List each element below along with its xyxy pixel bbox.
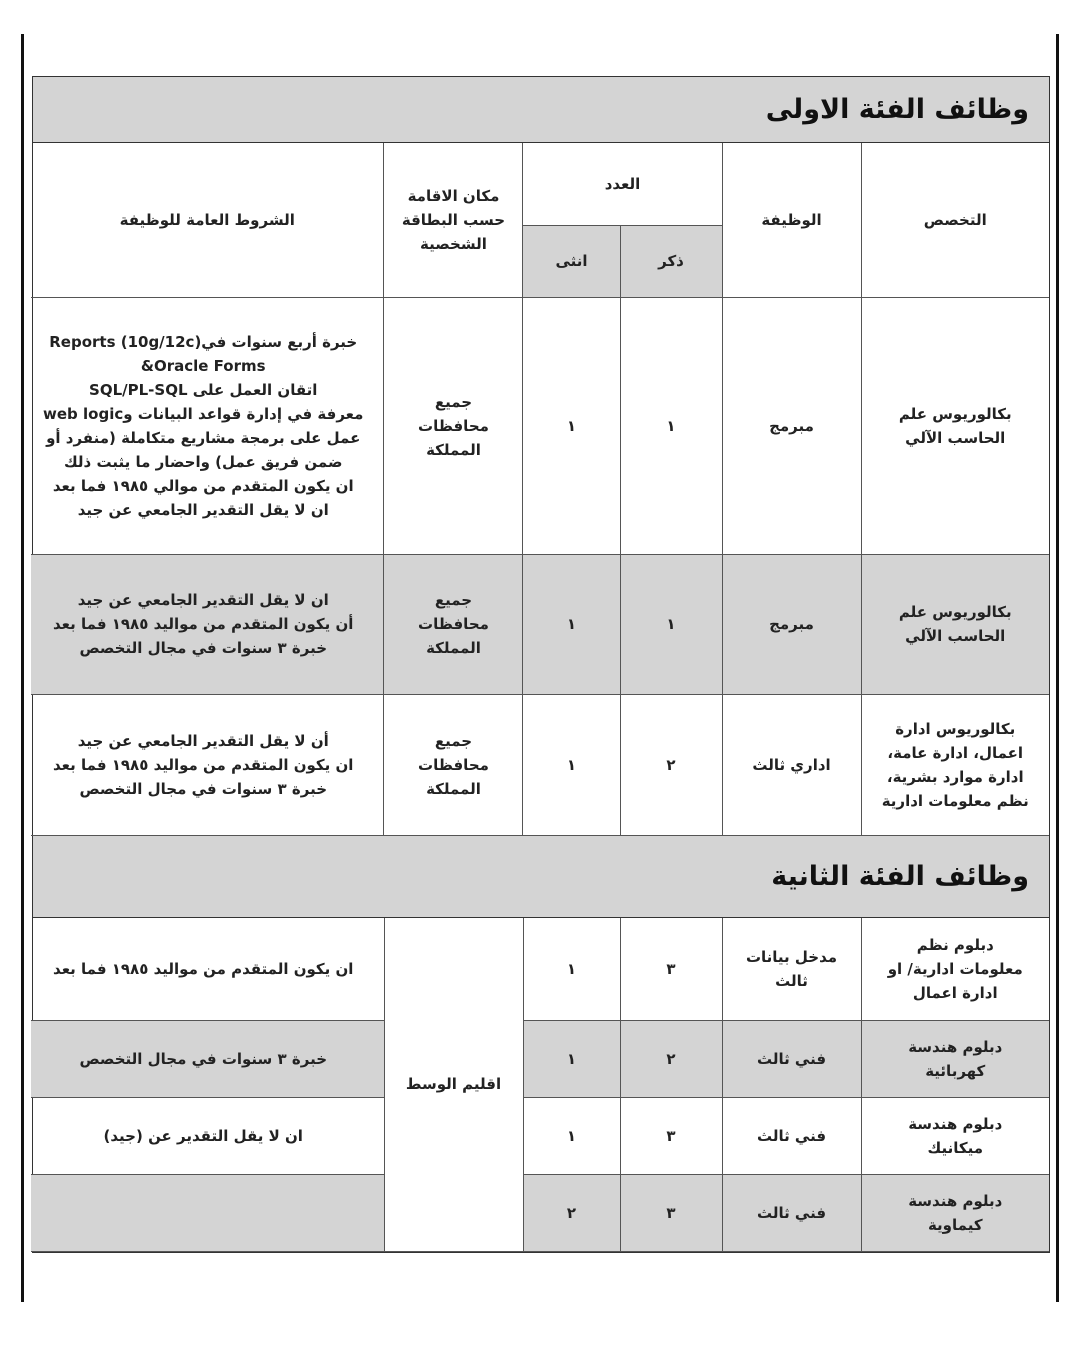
condition-line: ان يكون المتقدم من موالي ١٩٨٥ فما بعد bbox=[52, 476, 354, 495]
cell-residence: جميع محافظات المملكة bbox=[384, 694, 523, 835]
cell-conditions bbox=[31, 918, 384, 1021]
cell-female: ٢ bbox=[523, 1175, 620, 1252]
cell-male: ٣ bbox=[620, 918, 722, 1021]
condition-line: اتقان العمل على SQL/PL-SQL bbox=[89, 380, 318, 399]
header-residence: مكان الاقامة حسب البطاقة الشخصية bbox=[384, 143, 523, 297]
table-row bbox=[31, 554, 1049, 694]
condition-line: ضمن فريق عمل) واحضار ما يثبت ذلك bbox=[63, 452, 343, 471]
cell-specialty: دبلوم هندسة كهربائية bbox=[861, 1021, 1049, 1098]
section1-band bbox=[33, 77, 1049, 143]
cell-job: فني ثالث bbox=[722, 1098, 861, 1175]
section2-band bbox=[33, 836, 1049, 918]
header-specialty: التخصص bbox=[861, 143, 1049, 297]
cell-region: اقليم الوسط bbox=[384, 918, 523, 1252]
cell-specialty: بكالوريوس علم الحاسب الآلي bbox=[861, 554, 1049, 694]
section2-table bbox=[31, 918, 1049, 1253]
cell-job: مبرمج bbox=[722, 554, 861, 694]
condition-line: خبرة أربع سنوات في(Reports (10g/12c bbox=[49, 332, 358, 351]
cell-conditions bbox=[31, 694, 384, 835]
condition-line: ان لا يقل التقدير الجامعي عن جيد bbox=[77, 500, 329, 519]
section1-table bbox=[31, 143, 1049, 836]
cell-conditions bbox=[31, 554, 384, 694]
cell-conditions bbox=[31, 1175, 384, 1252]
condition-line: ان لا يقل التقدير الجامعي عن جيد bbox=[77, 591, 329, 609]
table-row bbox=[31, 918, 1049, 1021]
condition-line: أن يكون المتقدم من مواليد ١٩٨٥ فما بعد bbox=[53, 615, 354, 633]
cell-job: مدخل بيانات ثالث bbox=[722, 918, 861, 1021]
condition-line: ان يكون المتقدم من مواليد ١٩٨٥ فما بعد bbox=[53, 959, 354, 978]
cell-male: ٢ bbox=[620, 694, 722, 835]
condition-line: خبرة ٣ سنوات في مجال التخصص bbox=[79, 779, 328, 798]
cell-female: ١ bbox=[523, 297, 620, 554]
cell-specialty: دبلوم نظم معلومات ادارية/ او ادارة اعمال bbox=[861, 918, 1049, 1021]
condition-line: معرفة في إدارة قواعد البيانات وweb logic bbox=[43, 404, 364, 423]
header-conditions: الشروط العامة للوظيفة bbox=[31, 143, 384, 297]
table-row bbox=[31, 1098, 1049, 1175]
condition-line: أن لا يقل التقدير الجامعي عن جيد bbox=[77, 731, 329, 750]
cell-residence: جميع محافظات المملكة bbox=[384, 554, 523, 694]
cell-specialty: بكالوريوس علم الحاسب الآلي bbox=[861, 297, 1049, 554]
cell-specialty: دبلوم هندسة كيماوية bbox=[861, 1175, 1049, 1252]
cell-male: ٢ bbox=[620, 1021, 722, 1098]
cell-job: مبرمج bbox=[722, 297, 861, 554]
condition-line: خبرة ٣ سنوات في مجال التخصص bbox=[79, 639, 328, 657]
cell-female: ١ bbox=[523, 554, 620, 694]
cell-specialty: بكالوريوس ادارة اعمال، ادارة عامة، ادارة موارد بشرية، نظم معلومات ادارية bbox=[861, 694, 1049, 835]
cell-male: ١ bbox=[620, 554, 722, 694]
cell-specialty: دبلوم هندسة ميكانيك bbox=[861, 1098, 1049, 1175]
cell-female: ١ bbox=[523, 918, 620, 1021]
section2-title: وظائف الفئة الثانية bbox=[771, 860, 1029, 892]
condition-line: Oracle Forms& bbox=[140, 356, 266, 375]
cell-conditions bbox=[31, 1098, 384, 1175]
section1-title: وظائف الفئة الاولى bbox=[765, 94, 1029, 125]
condition-line: ان يكون المتقدم من مواليد ١٩٨٥ فما بعد bbox=[53, 755, 354, 774]
table-row bbox=[31, 1175, 1049, 1252]
header-job: الوظيفة bbox=[722, 143, 861, 297]
table-row bbox=[31, 694, 1049, 835]
header-count: العدد bbox=[523, 143, 722, 225]
header-male: ذكر bbox=[620, 225, 722, 297]
header-female: انثى bbox=[523, 225, 620, 297]
table-row bbox=[31, 1021, 1049, 1098]
cell-male: ٣ bbox=[620, 1175, 722, 1252]
cell-job: اداري ثالث bbox=[722, 694, 861, 835]
cell-job: فني ثالث bbox=[722, 1021, 861, 1098]
cell-job: فني ثالث bbox=[722, 1175, 861, 1252]
condition-line: عمل على برمجة مشاريع متكاملة (منفرد أو bbox=[46, 428, 361, 447]
page-border-right bbox=[1056, 34, 1059, 1302]
cell-male: ٣ bbox=[620, 1098, 722, 1175]
cell-female: ١ bbox=[523, 1098, 620, 1175]
cell-female: ١ bbox=[523, 1021, 620, 1098]
table-row bbox=[31, 297, 1049, 554]
jobs-document bbox=[32, 76, 1050, 1253]
page-border-left bbox=[21, 34, 24, 1302]
condition-line: خبرة ٣ سنوات في مجال التخصص bbox=[79, 1050, 328, 1068]
cell-male: ١ bbox=[620, 297, 722, 554]
cell-conditions bbox=[31, 1021, 384, 1098]
cell-conditions bbox=[31, 297, 384, 554]
cell-female: ١ bbox=[523, 694, 620, 835]
cell-residence: جميع محافظات المملكة bbox=[384, 297, 523, 554]
condition-line: ان لا يقل التقدير عن (جيد) bbox=[103, 1127, 303, 1145]
